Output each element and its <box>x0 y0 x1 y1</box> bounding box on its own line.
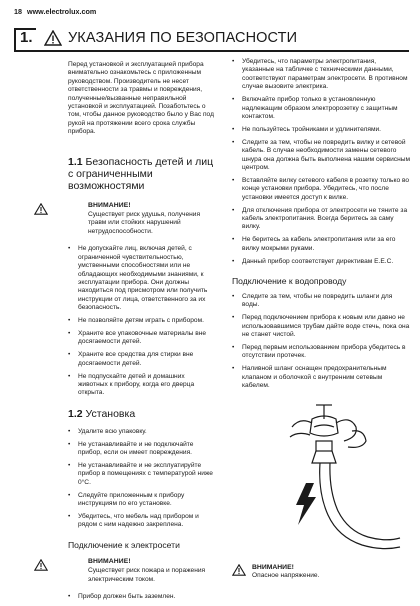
inlet-hose-illustration <box>232 397 410 562</box>
section-heading-electric: Подключение к электросети <box>68 539 180 550</box>
list-item: • Следите за тем, чтобы не повредить шланги для воды. <box>232 293 410 310</box>
list-item: • Не позволяйте детям играть с прибором. <box>68 317 216 325</box>
section-heading-children <box>68 156 216 192</box>
list-item: • Прибор должен быть заземлен. <box>68 593 216 601</box>
chapter-heading <box>14 28 409 52</box>
warning-text: Существует риск удушья, получения травм или стойких нарушений нетрудоспособности. <box>88 211 201 235</box>
electric-list-left <box>68 593 216 601</box>
warning-box-water <box>232 564 410 581</box>
list-item: • Для отключения прибора от электросети не тяните за кабель электропитания. Всегда беритесь за саму вилку. <box>232 207 410 232</box>
chapter-rule <box>14 50 409 52</box>
left-column <box>68 58 216 606</box>
warning-label: ВНИМАНИЕ! <box>88 557 131 565</box>
chapter-number: 1. <box>20 29 33 46</box>
list-item: • Следуйте приложенным к прибору инструкциям по его установке. <box>68 492 216 509</box>
list-item: • Не допускайте лиц, включая детей, с ограниченной чувствительностью, умственными способностями или не обладающих необходимыми знаниями, к эксплуатации прибора. Они должны находиться под присмотром или получить инструкции от лица, ответственного за их безопасность. <box>68 245 216 312</box>
warning-label: ВНИМАНИЕ! <box>88 201 131 209</box>
chapter-title: УКАЗАНИЯ ПО БЕЗОПАСНОСТИ <box>68 30 298 46</box>
page-number: 18 <box>14 7 22 16</box>
site-url: www.electrolux.com <box>27 7 97 16</box>
list-item: • Не подпускайте детей и домашних животных к прибору, когда его дверца открыта. <box>68 373 216 398</box>
warning-box-children <box>24 202 216 237</box>
list-item: • Храните все упаковочные материалы вне досягаемости детей. <box>68 330 216 347</box>
list-item: • Не беритесь за кабель электропитания или за его вилку мокрыми руками. <box>232 236 410 253</box>
warning-text: Существует риск пожара и поражения электрическим током. <box>88 567 206 583</box>
list-item: • Не пользуйтесь тройниками и удлинителями. <box>232 126 410 134</box>
warning-label: ВНИМАНИЕ! <box>252 563 294 571</box>
list-item: • Не устанавливайте и не эксплуатируйте прибор в помещениях с температурой ниже 0°С. <box>68 462 216 487</box>
page-header <box>14 7 101 16</box>
children-safety-list <box>68 245 216 398</box>
list-item: • Данный прибор соответствует директивам Е.Е.С. <box>232 258 410 266</box>
intro-paragraph: Перед установкой и эксплуатацией прибора внимательно ознакомьтесь с приложенным руководством. Производитель не несет ответственности за травмы и повреждения, полученные/вызванные неправильной установкой и эксплуатацией. Позаботьтесь о том, чтобы данное руководство было у Вас под рукой на протяжении всего срока службы прибора. <box>68 61 214 136</box>
list-item: • Храните все средства для стирки вне досягаемости детей. <box>68 351 216 368</box>
warning-text: Опасное напряжение. <box>252 572 320 579</box>
inlet-hose-drawing <box>232 397 410 562</box>
section-title: Установка <box>85 407 136 420</box>
lightning-bolt-icon <box>296 483 316 525</box>
water-list <box>232 293 410 391</box>
warning-triangle-icon <box>34 559 48 571</box>
list-item: • Убедитесь, что параметры электропитания, указанные на табличке с техническими данными, соответствуют параметрам электросети. В противном случае вызовите электрика. <box>232 58 410 92</box>
electric-list-right <box>232 58 410 266</box>
list-item: • Не устанавливайте и не подключайте прибор, если он имеет повреждения. <box>68 441 216 458</box>
warning-triangle-icon <box>44 30 62 46</box>
list-item: • Перед подключением прибора к новым или давно не использовавшимся трубам дайте воде стечь, пока она не станет чистой. <box>232 314 410 339</box>
list-item: • Следите за тем, чтобы не повредить вилку и сетевой кабель. В случае необходимости замены сетевого шнура она должна быть выполнена нашим сервисным центром. <box>232 139 410 173</box>
list-item: • Включайте прибор только в установленную надлежащим образом электророзетку с защитным контактом. <box>232 96 410 121</box>
right-column <box>232 58 410 580</box>
list-item: • Убедитесь, что мебель над прибором и рядом с ним надежно закреплена. <box>68 513 216 530</box>
warning-triangle-icon <box>232 564 246 576</box>
section-heading-installation <box>68 408 216 420</box>
list-item: • Вставляйте вилку сетевого кабеля в розетку только во конце установки прибора. Убедитесь, что после установки имеется доступ к вилке. <box>232 177 410 202</box>
section-number: 1.2 <box>68 407 83 420</box>
warning-box-electric <box>24 558 216 584</box>
list-item: • Удалите всю упаковку. <box>68 428 216 436</box>
section-heading-water: Подключение к водопроводу <box>232 276 347 287</box>
section-number: 1.1 <box>68 155 83 168</box>
list-item: • Наливной шланг оснащен предохранительным клапаном и оболочкой с внутренним сетевым кабелем. <box>232 365 410 390</box>
list-item: • Перед первым использованием прибора убедитесь в отсутствии протечек. <box>232 344 410 361</box>
installation-list <box>68 428 216 530</box>
warning-triangle-icon <box>34 203 48 215</box>
section-title: Безопасность детей и лиц с ограниченными возможностями <box>68 155 214 192</box>
